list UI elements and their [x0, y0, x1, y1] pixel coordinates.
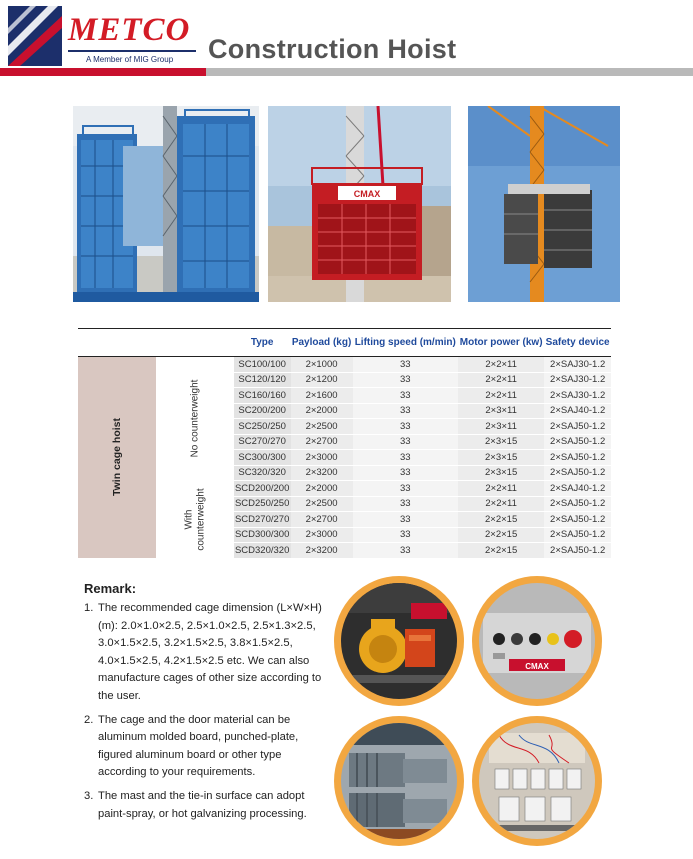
- cell-payload: 2×2700: [291, 434, 353, 450]
- electrical-cabinet-photo: [472, 716, 602, 846]
- table-header-row: [78, 329, 611, 357]
- cell-type: SCD200/200: [234, 481, 291, 497]
- cell-lifting-speed: 33: [353, 434, 458, 450]
- group-with-counterweight-cell: [156, 481, 234, 559]
- cell-lifting-speed: 33: [353, 543, 458, 559]
- cell-payload: 2×3200: [291, 465, 353, 481]
- group-label-with-counterweight: [183, 488, 206, 550]
- cell-motor-power: 2×3×15: [458, 450, 544, 466]
- cell-motor-power: 2×3×15: [458, 465, 544, 481]
- cell-type: SC100/100: [234, 357, 291, 373]
- group-label-line: counterweight: [194, 488, 206, 551]
- cell-motor-power: 2×3×11: [458, 403, 544, 419]
- cell-safety-device: 2×SAJ50-1.2: [544, 512, 611, 528]
- category-label: Twin cage hoist: [110, 418, 123, 497]
- cell-safety-device: 2×SAJ40-1.2: [544, 403, 611, 419]
- logo-emblem-icon: [8, 6, 62, 66]
- header-bar-grey: [206, 68, 693, 76]
- cell-safety-device: 2×SAJ30-1.2: [544, 372, 611, 388]
- group-label-no-counterweight: No counterweight: [189, 379, 201, 458]
- remark-item: [84, 788, 324, 823]
- cell-lifting-speed: 33: [353, 481, 458, 497]
- remark-title: Remark:: [84, 581, 137, 596]
- cell-motor-power: 2×3×15: [458, 434, 544, 450]
- cell-motor-power: 2×2×11: [458, 372, 544, 388]
- cell-type: SCD250/250: [234, 496, 291, 512]
- remark-number: 2.: [84, 713, 94, 726]
- category-label-cell: [78, 357, 156, 559]
- specification-table: [78, 328, 611, 559]
- cell-type: SC120/120: [234, 372, 291, 388]
- cell-safety-device: 2×SAJ50-1.2: [544, 543, 611, 559]
- cell-lifting-speed: 33: [353, 450, 458, 466]
- cell-safety-device: 2×SAJ50-1.2: [544, 419, 611, 435]
- orange-mast-hoist-photo: [468, 106, 620, 302]
- cell-payload: 2×2500: [291, 496, 353, 512]
- cell-payload: 2×1000: [291, 357, 353, 373]
- svg-text:CMAX: CMAX: [525, 662, 549, 671]
- cell-motor-power: 2×2×15: [458, 512, 544, 528]
- header-motor-power: Motor power (kw): [458, 329, 544, 357]
- cell-payload: 2×3000: [291, 527, 353, 543]
- cell-motor-power: 2×2×11: [458, 388, 544, 404]
- cell-lifting-speed: 33: [353, 512, 458, 528]
- header-safety-device: Safety device: [544, 329, 611, 357]
- remark-text: The cage and the door material can be aluminum molded board, punched-plate, figured aluminum board or other type according to your requirements.: [98, 713, 299, 779]
- cell-payload: 2×2000: [291, 481, 353, 497]
- cell-payload: 2×1600: [291, 388, 353, 404]
- header-type: Type: [234, 329, 291, 357]
- svg-text:CMAX: CMAX: [353, 189, 381, 199]
- cell-motor-power: 2×2×11: [458, 481, 544, 497]
- cell-lifting-speed: 33: [353, 372, 458, 388]
- cell-motor-power: 2×2×11: [458, 357, 544, 373]
- header-spacer: [156, 329, 234, 357]
- cell-safety-device: 2×SAJ30-1.2: [544, 357, 611, 373]
- cell-lifting-speed: 33: [353, 419, 458, 435]
- metco-logo: [8, 6, 196, 66]
- table-row: [78, 481, 611, 497]
- remark-item: [84, 600, 324, 706]
- remark-number: 1.: [84, 602, 94, 614]
- cell-motor-power: 2×2×15: [458, 543, 544, 559]
- cell-motor-power: 2×2×15: [458, 527, 544, 543]
- remark-list: [84, 600, 324, 829]
- twin-cage-hoist-blue-photo: [73, 106, 259, 302]
- logo-subtitle: A Member of MIG Group: [86, 55, 174, 64]
- cell-safety-device: 2×SAJ40-1.2: [544, 481, 611, 497]
- cell-safety-device: 2×SAJ30-1.2: [544, 388, 611, 404]
- control-panel-photo: [472, 576, 602, 706]
- cell-motor-power: 2×2×11: [458, 496, 544, 512]
- cell-safety-device: 2×SAJ50-1.2: [544, 496, 611, 512]
- table-row: [78, 357, 611, 373]
- header-bar-red: [0, 68, 206, 76]
- cell-type: SC200/200: [234, 403, 291, 419]
- cell-type: SC320/320: [234, 465, 291, 481]
- cell-lifting-speed: 33: [353, 357, 458, 373]
- logo-text: METCO: [68, 12, 191, 48]
- red-cage-hoist-cmax-photo: [268, 106, 451, 302]
- cell-payload: 2×2000: [291, 403, 353, 419]
- cell-lifting-speed: 33: [353, 403, 458, 419]
- remark-text: The recommended cage dimension (L×W×H)(m): 2.0×1.0×2.5, 2.5×1.0×2.5, 2.5×1.3×2.5, 3.0×1.5×2.5, 3.2×1.5×2.5, 3.8×1.5×2.5, 4.0×1.5×2.5, 4.2×1.5×2.5 etc. We can also manufacture cages of other size according to the user.: [98, 602, 322, 702]
- cell-lifting-speed: 33: [353, 465, 458, 481]
- cell-type: SCD320/320: [234, 543, 291, 559]
- header-lifting-speed: Lifting speed (m/min): [353, 329, 458, 357]
- cell-payload: 2×2700: [291, 512, 353, 528]
- header-payload: Payload (kg): [291, 329, 353, 357]
- group-label-line: With: [183, 509, 195, 530]
- cell-lifting-speed: 33: [353, 527, 458, 543]
- remark-text: The mast and the tie-in surface can adopt paint-spray, or hot galvanizing processing.: [98, 789, 307, 820]
- remark-item: [84, 712, 324, 782]
- remark-number: 3.: [84, 789, 94, 802]
- page-title: Construction Hoist: [208, 34, 457, 64]
- cell-type: SCD300/300: [234, 527, 291, 543]
- gear-motor-photo: [334, 716, 464, 846]
- cell-lifting-speed: 33: [353, 388, 458, 404]
- group-no-counterweight-cell: [156, 357, 234, 481]
- cell-payload: 2×2500: [291, 419, 353, 435]
- cell-payload: 2×3200: [291, 543, 353, 559]
- cell-lifting-speed: 33: [353, 496, 458, 512]
- logo-divider: [68, 50, 196, 52]
- cell-payload: 2×3000: [291, 450, 353, 466]
- cell-type: SCD270/270: [234, 512, 291, 528]
- motor-drive-unit-photo: [334, 576, 464, 706]
- header-spacer: [78, 329, 156, 357]
- cell-type: SC300/300: [234, 450, 291, 466]
- cell-motor-power: 2×3×11: [458, 419, 544, 435]
- cell-safety-device: 2×SAJ50-1.2: [544, 434, 611, 450]
- cell-safety-device: 2×SAJ50-1.2: [544, 465, 611, 481]
- cell-type: SC160/160: [234, 388, 291, 404]
- cell-payload: 2×1200: [291, 372, 353, 388]
- cell-type: SC270/270: [234, 434, 291, 450]
- cell-safety-device: 2×SAJ50-1.2: [544, 450, 611, 466]
- cell-safety-device: 2×SAJ50-1.2: [544, 527, 611, 543]
- cell-type: SC250/250: [234, 419, 291, 435]
